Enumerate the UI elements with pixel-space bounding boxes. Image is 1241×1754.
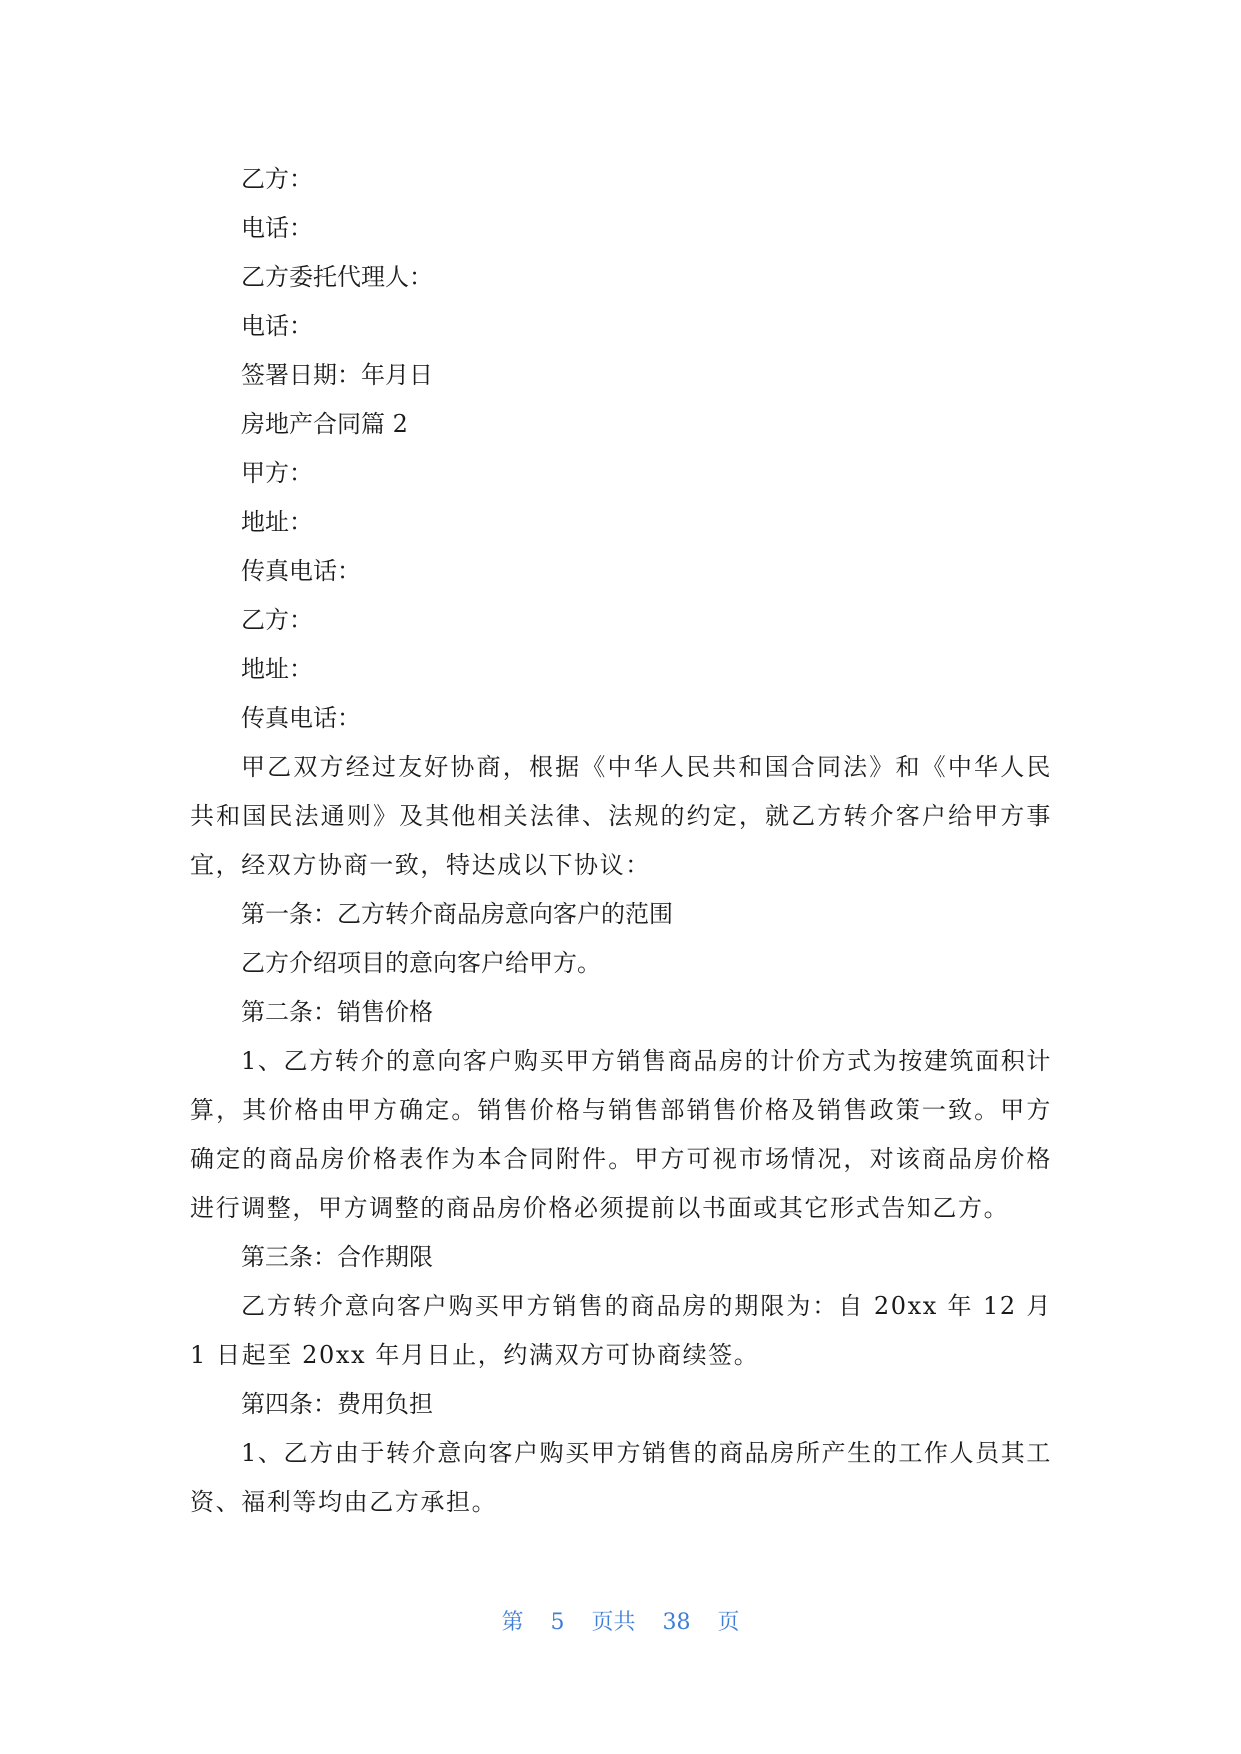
document-body (190, 155, 1052, 1527)
line-party-b: 乙方： (241, 606, 313, 634)
line-party-b: 乙方： (241, 165, 313, 193)
article-2-title: 第二条：销售价格 (241, 998, 433, 1026)
line-phone: 电话： (241, 312, 313, 340)
line-fax: 传真电话： (241, 557, 361, 585)
article-4-body: 1、乙方由于转介意向客户购买甲方销售的商品房所产生的工作人员其工资、福利等均由乙方承担。 (190, 1439, 1052, 1516)
article-1-title: 第一条：乙方转介商品房意向客户的范围 (241, 900, 673, 928)
line-party-b-agent: 乙方委托代理人： (241, 263, 433, 291)
article-1-body: 乙方介绍项目的意向客户给甲方。 (241, 949, 601, 977)
footer-suffix: 页 (717, 1610, 740, 1635)
article-2-body: 1、乙方转介的意向客户购买甲方销售商品房的计价方式为按建筑面积计算，其价格由甲方确定。销售价格与销售部销售价格及销售政策一致。甲方确定的商品房价格表作为本合同附件。甲方可视市场情况，对该商品房价格进行调整，甲方调整的商品房价格必须提前以书面或其它形式告知乙方。 (190, 1047, 1052, 1222)
line-party-a: 甲方： (241, 459, 313, 487)
page-footer (0, 1605, 1241, 1636)
line-fax: 传真电话： (241, 704, 361, 732)
footer-page-number: 5 (550, 1610, 565, 1635)
line-address: 地址： (241, 655, 313, 683)
footer-middle: 页共 (591, 1610, 636, 1635)
article-3-title: 第三条：合作期限 (241, 1243, 433, 1271)
line-sign-date: 签署日期：年月日 (241, 361, 433, 389)
line-phone: 电话： (241, 214, 313, 242)
intro-paragraph: 甲乙双方经过友好协商，根据《中华人民共和国合同法》和《中华人民共和国民法通则》及其他相关法律、法规的约定，就乙方转介客户给甲方事宜，经双方协商一致，特达成以下协议： (190, 753, 1052, 879)
article-3-body: 乙方转介意向客户购买甲方销售的商品房的期限为：自 20xx 年 12 月 1 日起至 20xx 年月日止，约满双方可协商续签。 (190, 1292, 1052, 1369)
footer-total-pages: 38 (662, 1610, 691, 1635)
footer-prefix: 第 (501, 1610, 524, 1635)
line-address: 地址： (241, 508, 313, 536)
article-4-title: 第四条：费用负担 (241, 1390, 433, 1418)
section-title: 房地产合同篇 2 (241, 410, 408, 438)
